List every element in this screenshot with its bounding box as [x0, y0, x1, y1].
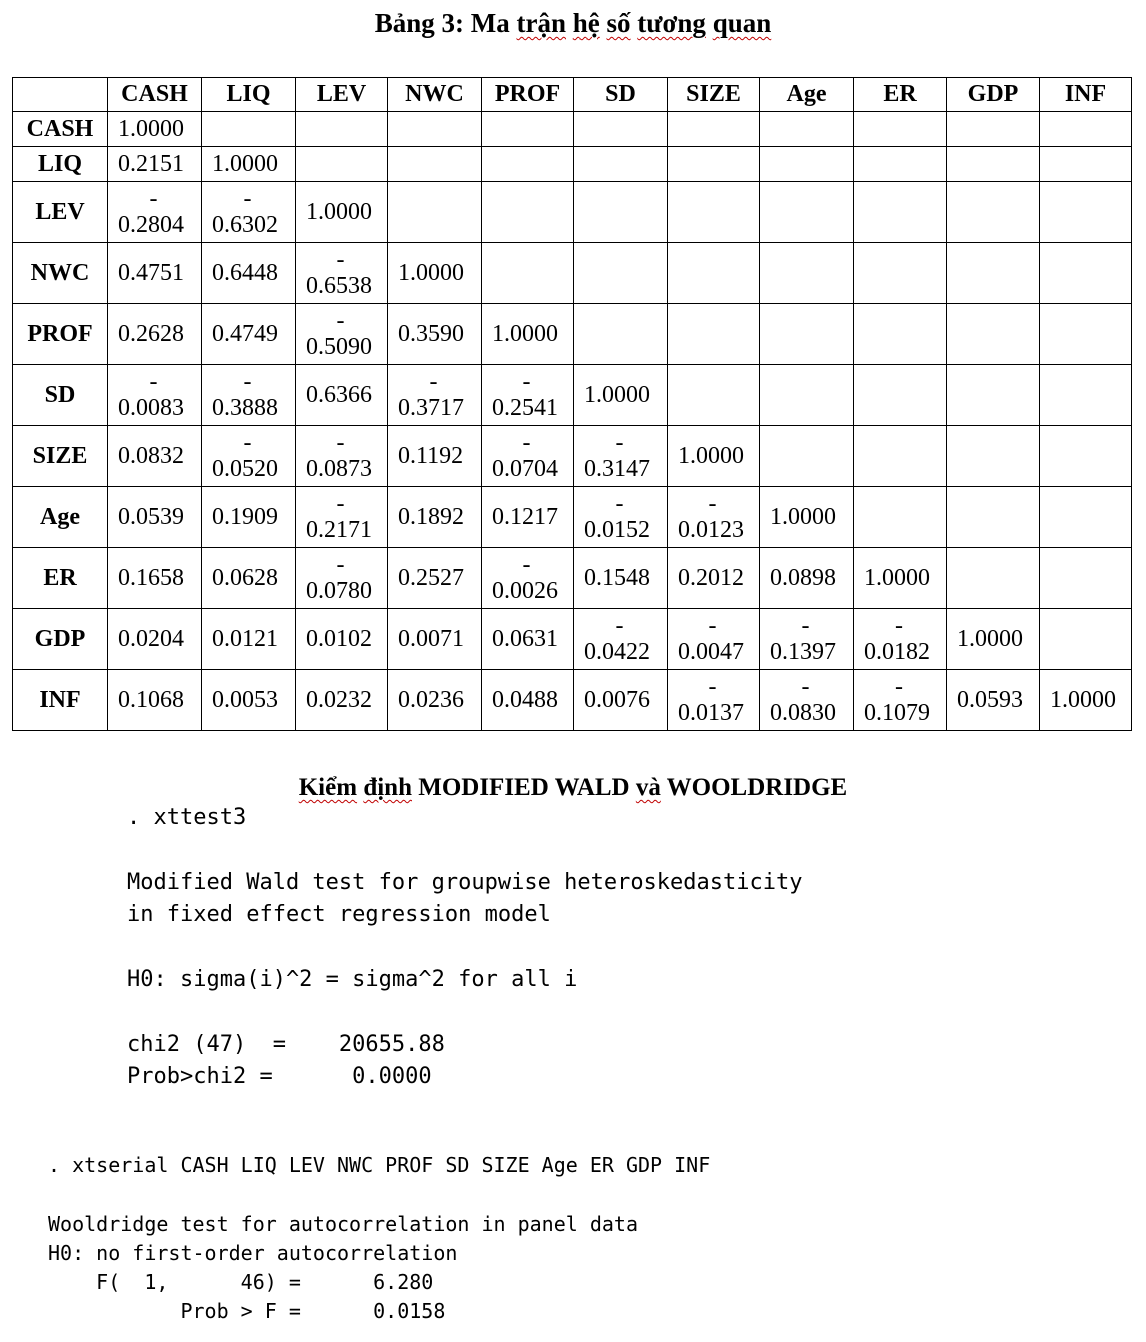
table-cell: 0.0102: [296, 609, 388, 670]
table-cell: [202, 112, 296, 147]
table-cell: [1040, 609, 1132, 670]
table-cell: [760, 182, 854, 243]
wald-title-line2: in fixed effect regression model: [127, 902, 551, 927]
table-cell: [854, 426, 947, 487]
table-cell: 1.0000: [482, 304, 574, 365]
xttest3-command: . xttest3: [127, 805, 247, 830]
table-cell: 1.0000: [388, 243, 482, 304]
title-word: quan: [712, 8, 772, 38]
table-cell: [574, 182, 668, 243]
table-cell: 1.0000: [108, 112, 202, 147]
table-cell: - 0.1397: [760, 609, 854, 670]
table-cell: 0.0076: [574, 670, 668, 731]
table-cell: 0.0631: [482, 609, 574, 670]
table-cell: - 0.0137: [668, 670, 760, 731]
table-cell: 0.1217: [482, 487, 574, 548]
table-cell: [760, 112, 854, 147]
table-row: [13, 365, 1132, 426]
column-header: LEV: [296, 78, 388, 112]
table-cell: [482, 147, 574, 182]
wald-prob: Prob>chi2 = 0.0000: [127, 1064, 432, 1089]
heading-end: WOOLDRIDGE: [660, 774, 848, 801]
table-cell: [1040, 365, 1132, 426]
table-cell: 1.0000: [202, 147, 296, 182]
table-cell: [668, 112, 760, 147]
table-cell: [760, 304, 854, 365]
table-cell: 0.2151: [108, 147, 202, 182]
table-cell: 0.4751: [108, 243, 202, 304]
table-cell: [947, 487, 1040, 548]
corner-cell: [13, 78, 108, 112]
table-cell: 0.6366: [296, 365, 388, 426]
title-word: hệ: [572, 8, 600, 38]
table-row: [13, 609, 1132, 670]
column-header: NWC: [388, 78, 482, 112]
table-cell: 0.0898: [760, 548, 854, 609]
table-cell: [296, 112, 388, 147]
heading-word: và: [635, 774, 661, 801]
header-row: [13, 78, 1132, 112]
table-cell: [1040, 182, 1132, 243]
table-cell: [947, 147, 1040, 182]
heading-word: định: [363, 774, 412, 801]
wooldridge-f: F( 1, 46) = 6.280: [48, 1270, 434, 1294]
table-cell: [668, 365, 760, 426]
table-cell: 0.2012: [668, 548, 760, 609]
row-header: CASH: [13, 112, 108, 147]
table-cell: [482, 243, 574, 304]
table-title: [0, 8, 1146, 39]
table-cell: 0.0832: [108, 426, 202, 487]
table-cell: 0.2628: [108, 304, 202, 365]
table-cell: 0.0232: [296, 670, 388, 731]
table-cell: [296, 147, 388, 182]
table-cell: 0.0488: [482, 670, 574, 731]
table-cell: 1.0000: [574, 365, 668, 426]
table-cell: 0.0236: [388, 670, 482, 731]
title-word: tương: [637, 8, 706, 38]
table-cell: - 0.1079: [854, 670, 947, 731]
table-cell: [1040, 548, 1132, 609]
column-header: LIQ: [202, 78, 296, 112]
table-cell: 0.0121: [202, 609, 296, 670]
heading-mid: MODIFIED WALD: [411, 774, 636, 801]
table-row: [13, 182, 1132, 243]
table-cell: [854, 487, 947, 548]
table-cell: [388, 182, 482, 243]
table-cell: 0.1192: [388, 426, 482, 487]
table-cell: 0.1068: [108, 670, 202, 731]
row-header: Age: [13, 487, 108, 548]
table-cell: [854, 147, 947, 182]
table-cell: - 0.0704: [482, 426, 574, 487]
column-header: CASH: [108, 78, 202, 112]
table-cell: [1040, 147, 1132, 182]
row-header: NWC: [13, 243, 108, 304]
table-cell: [668, 304, 760, 365]
table-cell: [854, 243, 947, 304]
table-cell: - 0.0026: [482, 548, 574, 609]
table-cell: [947, 426, 1040, 487]
table-cell: - 0.0520: [202, 426, 296, 487]
table-cell: 0.0071: [388, 609, 482, 670]
table-cell: [854, 112, 947, 147]
table-cell: [668, 147, 760, 182]
table-cell: [947, 182, 1040, 243]
table-cell: - 0.0422: [574, 609, 668, 670]
table-cell: 1.0000: [296, 182, 388, 243]
table-cell: [1040, 112, 1132, 147]
table-row: [13, 112, 1132, 147]
row-header: SIZE: [13, 426, 108, 487]
table-cell: 0.2527: [388, 548, 482, 609]
table-cell: 0.0053: [202, 670, 296, 731]
table-cell: 0.1909: [202, 487, 296, 548]
row-header: GDP: [13, 609, 108, 670]
table-cell: - 0.2541: [482, 365, 574, 426]
title-prefix: Bảng 3: Ma: [374, 8, 517, 38]
title-word: trận: [516, 8, 566, 38]
table-cell: [668, 243, 760, 304]
table-cell: 0.1548: [574, 548, 668, 609]
table-row: [13, 487, 1132, 548]
row-header: ER: [13, 548, 108, 609]
table-cell: 0.4749: [202, 304, 296, 365]
table-cell: - 0.0152: [574, 487, 668, 548]
table-cell: - 0.0873: [296, 426, 388, 487]
table-cell: [854, 304, 947, 365]
table-cell: - 0.3147: [574, 426, 668, 487]
table-cell: [1040, 426, 1132, 487]
tests-heading: [0, 774, 1146, 802]
table-cell: [1040, 304, 1132, 365]
table-cell: - 0.2171: [296, 487, 388, 548]
table-cell: [760, 426, 854, 487]
table-cell: - 0.0047: [668, 609, 760, 670]
table-cell: [760, 147, 854, 182]
wooldridge-prob: Prob > F = 0.0158: [48, 1299, 446, 1323]
table-cell: [854, 182, 947, 243]
table-cell: 0.0593: [947, 670, 1040, 731]
table-cell: 1.0000: [854, 548, 947, 609]
table-cell: [668, 182, 760, 243]
table-cell: - 0.6302: [202, 182, 296, 243]
table-cell: 0.1658: [108, 548, 202, 609]
wald-h0: H0: sigma(i)^2 = sigma^2 for all i: [127, 967, 578, 992]
correlation-matrix-table: [12, 77, 1132, 731]
table-cell: [482, 182, 574, 243]
table-cell: [1040, 487, 1132, 548]
table-cell: [947, 112, 1040, 147]
table-cell: 1.0000: [760, 487, 854, 548]
wooldridge-title: Wooldridge test for autocorrelation in panel data: [48, 1212, 639, 1236]
xtserial-command: . xtserial CASH LIQ LEV NWC PROF SD SIZE Age ER GDP INF: [48, 1153, 711, 1177]
table-cell: 0.0628: [202, 548, 296, 609]
column-header: INF: [1040, 78, 1132, 112]
table-cell: 0.0204: [108, 609, 202, 670]
table-cell: - 0.0083: [108, 365, 202, 426]
wald-chi2: chi2 (47) = 20655.88: [127, 1032, 445, 1057]
table-cell: [947, 548, 1040, 609]
table-cell: [482, 112, 574, 147]
table-cell: - 0.3888: [202, 365, 296, 426]
wooldridge-h0: H0: no first-order autocorrelation: [48, 1241, 458, 1265]
row-header: PROF: [13, 304, 108, 365]
table-cell: [388, 147, 482, 182]
table-cell: [947, 243, 1040, 304]
table-cell: [760, 243, 854, 304]
column-header: GDP: [947, 78, 1040, 112]
table-cell: [760, 365, 854, 426]
table-cell: [1040, 243, 1132, 304]
table-cell: 1.0000: [947, 609, 1040, 670]
table-cell: - 0.3717: [388, 365, 482, 426]
table-row: [13, 147, 1132, 182]
row-header: LIQ: [13, 147, 108, 182]
table-cell: [854, 365, 947, 426]
table-cell: 1.0000: [1040, 670, 1132, 731]
table-row: [13, 304, 1132, 365]
wald-title-line1: Modified Wald test for groupwise heteroskedasticity: [127, 870, 803, 895]
table-cell: 0.6448: [202, 243, 296, 304]
table-cell: 0.0539: [108, 487, 202, 548]
table-row: [13, 243, 1132, 304]
table-cell: 0.3590: [388, 304, 482, 365]
table-cell: - 0.6538: [296, 243, 388, 304]
table-row: [13, 548, 1132, 609]
row-header: INF: [13, 670, 108, 731]
table-cell: [947, 365, 1040, 426]
table-row: [13, 670, 1132, 731]
table-cell: 1.0000: [668, 426, 760, 487]
table-cell: - 0.0780: [296, 548, 388, 609]
table-cell: - 0.2804: [108, 182, 202, 243]
column-header: SIZE: [668, 78, 760, 112]
table-cell: - 0.0123: [668, 487, 760, 548]
table-cell: - 0.5090: [296, 304, 388, 365]
table-cell: 0.1892: [388, 487, 482, 548]
table-cell: - 0.0182: [854, 609, 947, 670]
row-header: LEV: [13, 182, 108, 243]
column-header: PROF: [482, 78, 574, 112]
table-cell: [574, 304, 668, 365]
table-cell: [388, 112, 482, 147]
title-word: số: [606, 8, 631, 38]
table-cell: [947, 304, 1040, 365]
table-row: [13, 426, 1132, 487]
table-cell: - 0.0830: [760, 670, 854, 731]
table-cell: [574, 112, 668, 147]
table-cell: [574, 147, 668, 182]
heading-word: Kiểm: [298, 774, 358, 801]
column-header: SD: [574, 78, 668, 112]
table-cell: [574, 243, 668, 304]
row-header: SD: [13, 365, 108, 426]
column-header: ER: [854, 78, 947, 112]
column-header: Age: [760, 78, 854, 112]
